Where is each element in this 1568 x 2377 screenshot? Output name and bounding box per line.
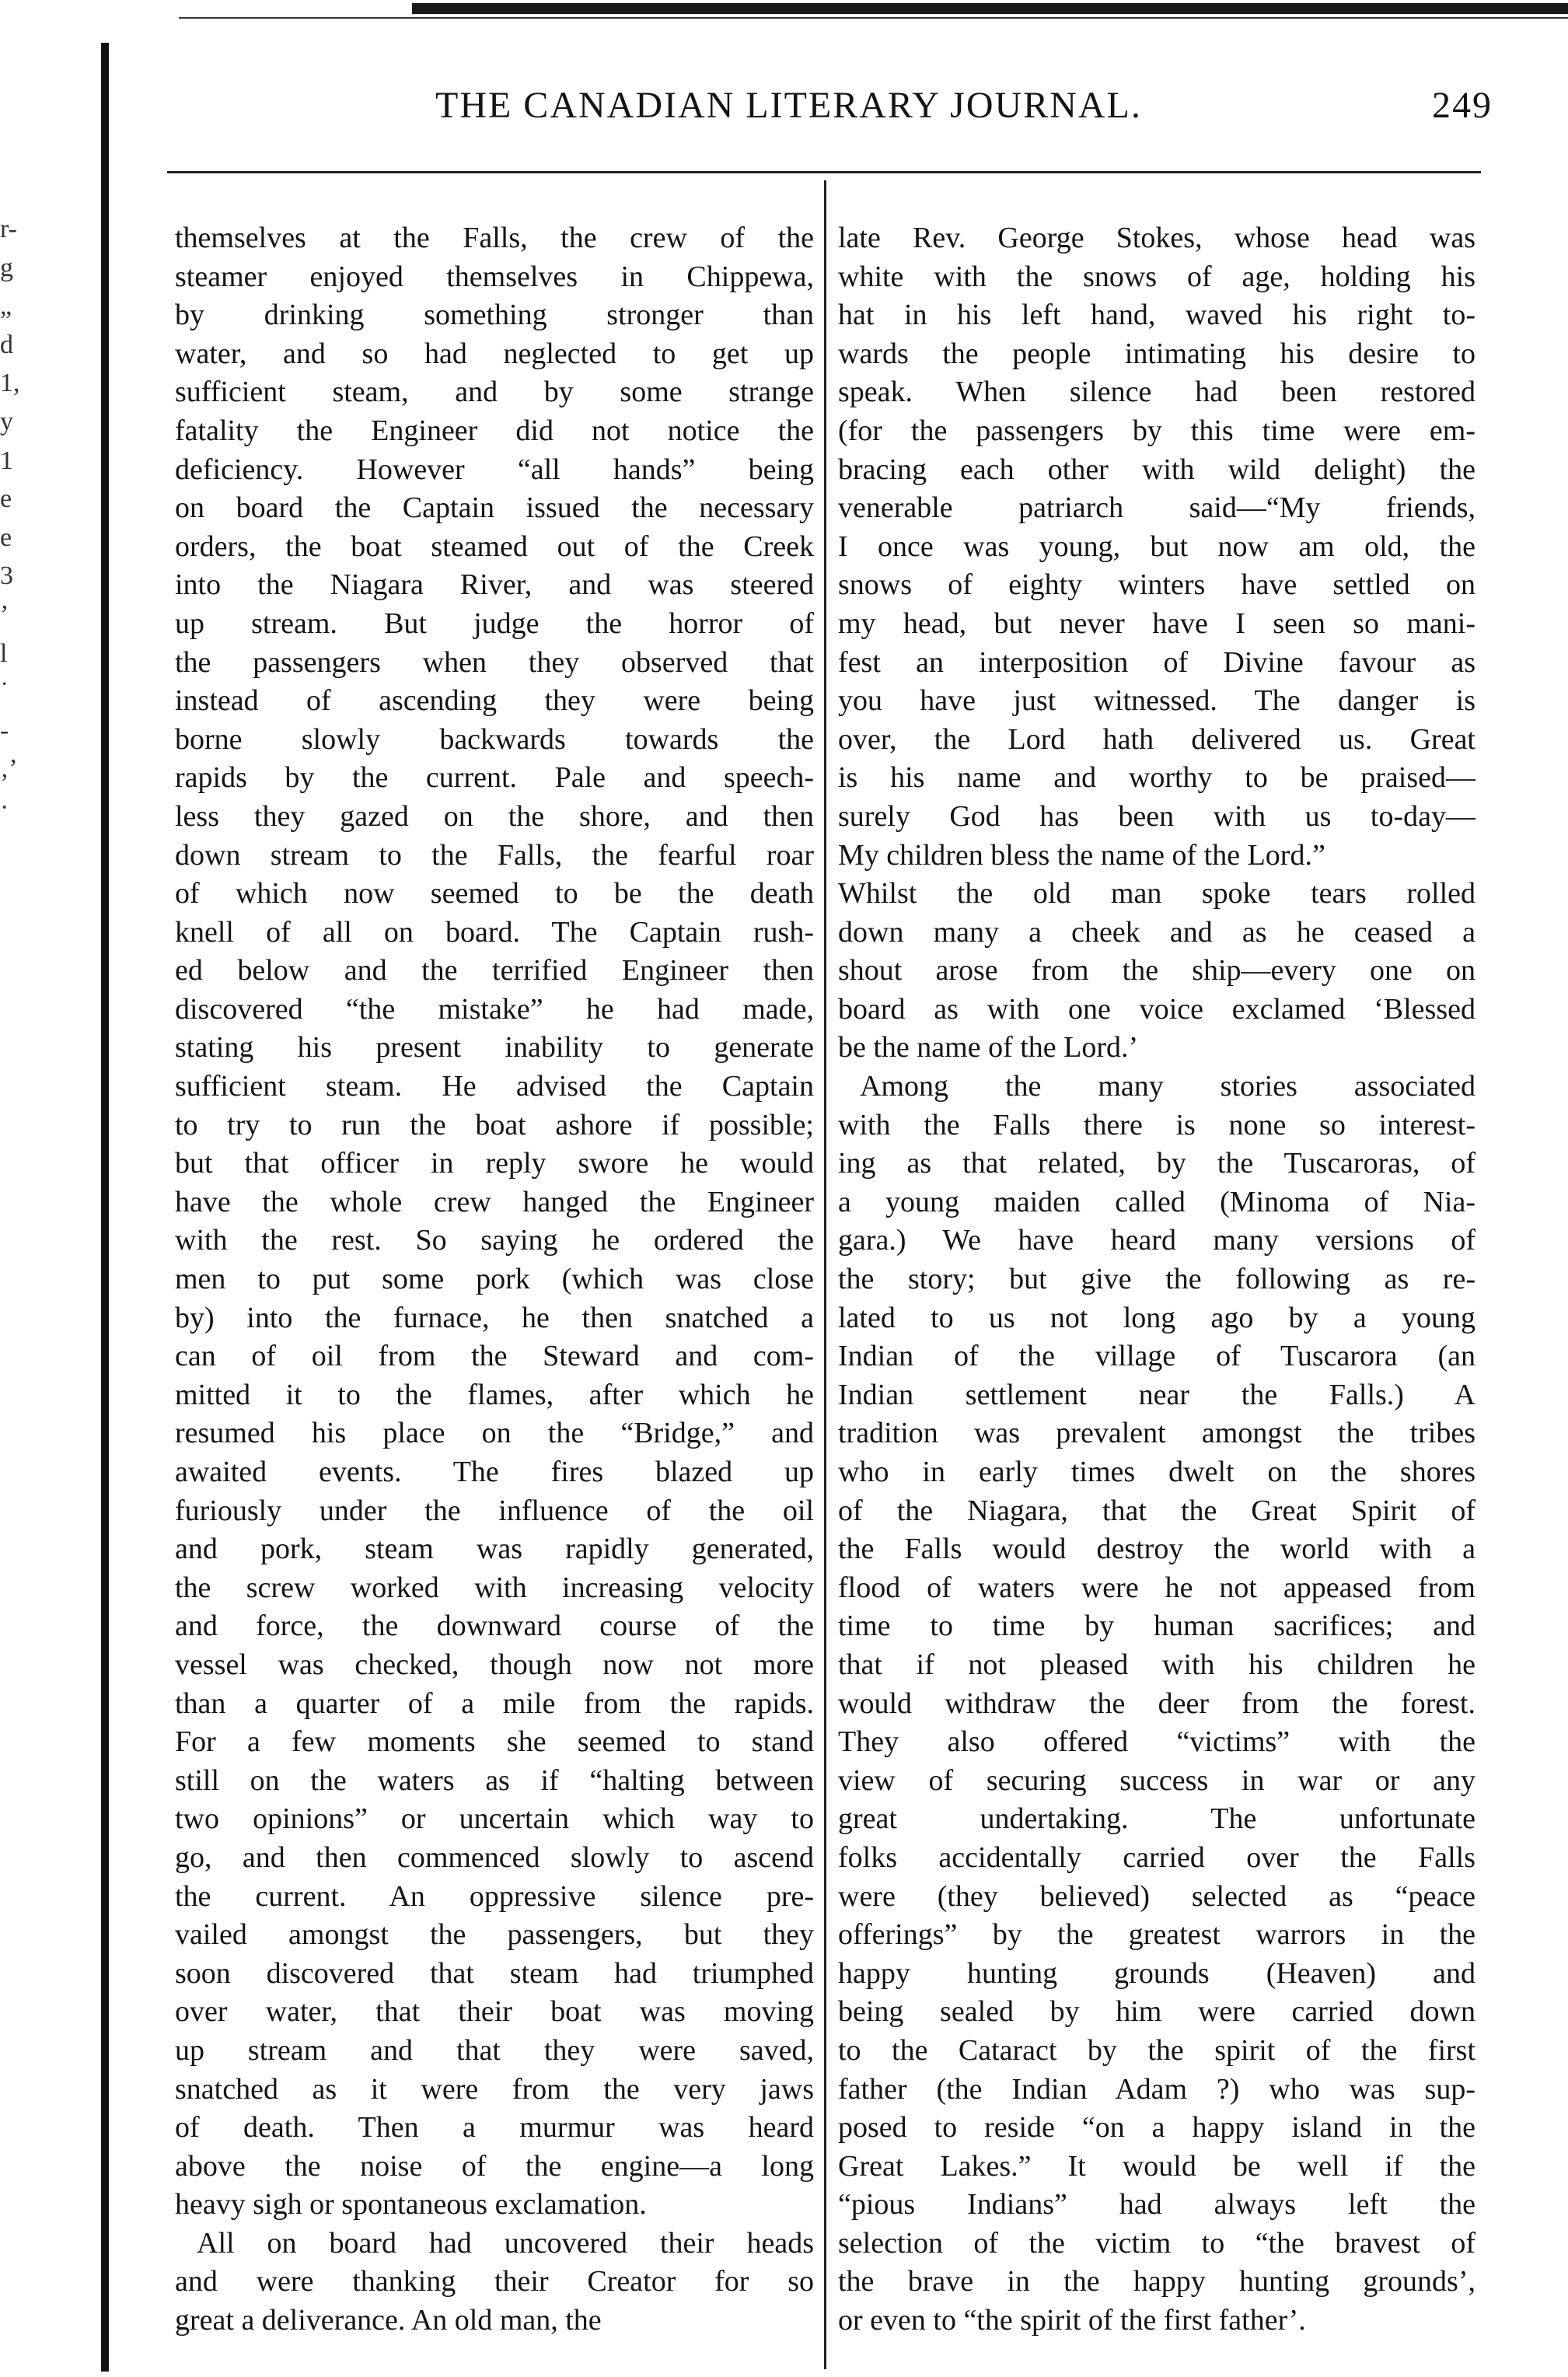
- text-line: above the noise of the engine—a long: [175, 2149, 814, 2183]
- text-line: board as with one voice exclamed ‘Blessed: [838, 992, 1475, 1026]
- text-line: stating his present inability to generate: [175, 1031, 814, 1064]
- text-line: by) into the furnace, he then snatched a: [175, 1301, 814, 1334]
- margin-fragment: y: [0, 407, 13, 436]
- text-line: great a deliverance. An old man, the: [175, 2304, 602, 2337]
- text-line: be the name of the Lord.’: [838, 1031, 1139, 1064]
- text-line: All on board had uncovered their heads: [197, 2226, 814, 2260]
- text-line: but that officer in reply swore he would: [175, 1147, 814, 1180]
- margin-fragment: 1,: [0, 369, 20, 398]
- margin-fragment: ‚’: [0, 754, 18, 784]
- text-line: of which now seemed to be the death: [175, 877, 814, 911]
- text-line: hat in his left hand, waved his right to-: [838, 299, 1475, 332]
- text-line: discovered “the mistake” he had made,: [175, 992, 814, 1026]
- text-line: “pious Indians” had always left the: [838, 2188, 1475, 2221]
- text-line: heavy sigh or spontaneous exclamation.: [175, 2188, 647, 2221]
- text-line: tradition was prevalent amongst the tribes: [838, 1417, 1475, 1450]
- text-line: is his name and worthy to be praised—: [838, 761, 1475, 795]
- text-line: Indian settlement near the Falls.) A: [838, 1378, 1475, 1411]
- text-line: venerable patriarch said—“My friends,: [838, 491, 1475, 525]
- text-line: sufficient steam, and by some strange: [175, 376, 814, 409]
- text-line: than a quarter of a mile from the rapids.: [175, 1687, 814, 1720]
- text-line: and force, the downward course of the: [175, 1610, 814, 1643]
- text-line: were (they believed) selected as “peace: [838, 1879, 1475, 1913]
- text-line: who in early times dwelt on the shores: [838, 1456, 1475, 1488]
- text-line: borne slowly backwards towards the: [175, 722, 814, 756]
- text-line: orders, the boat steamed out of the Creek: [175, 530, 814, 563]
- text-line: down stream to the Falls, the fearful roar: [175, 838, 814, 872]
- text-line: would withdraw the deer from the forest.: [838, 1687, 1475, 1720]
- text-line: the passengers when they observed that: [175, 645, 814, 679]
- text-line: fest an interposition of Divine favour as: [838, 645, 1475, 679]
- text-line: deficiency. However “all hands” being: [175, 453, 814, 486]
- margin-fragment: e: [0, 523, 12, 552]
- text-line: bracing each other with wild delight) the: [838, 453, 1475, 486]
- margin-fragment: d: [0, 330, 13, 359]
- text-line: instead of ascending they were being: [175, 684, 814, 718]
- margin-fragments: [0, 210, 26, 827]
- text-line: themselves at the Falls, the crew of the: [175, 222, 814, 254]
- text-line: to try to run the boat ashore if possible;: [175, 1108, 814, 1141]
- running-head: THE CANADIAN LITERARY JOURNAL.: [435, 85, 1142, 126]
- text-line: fatality the Engineer did not notice the: [175, 414, 814, 447]
- text-line: on board the Captain issued the necessary: [175, 491, 814, 525]
- text-line: sufficient steam. He advised the Captain: [175, 1070, 814, 1103]
- margin-fragment: r-: [0, 215, 17, 243]
- text-line: a young maiden called (Minoma of Nia-: [838, 1185, 1475, 1218]
- text-line: gara.) We have heard many versions of: [838, 1224, 1475, 1257]
- text-line: to the Cataract by the spirit of the first: [838, 2033, 1475, 2067]
- text-line: you have just witnessed. The danger is: [838, 684, 1475, 718]
- text-line: vailed amongst the passengers, but they: [175, 1918, 814, 1952]
- text-line: less they gazed on the shore, and then: [175, 799, 814, 833]
- text-line: down many a cheek and as he ceased a: [838, 915, 1475, 949]
- text-line: the story; but give the following as re-: [838, 1263, 1475, 1296]
- text-line: resumed his place on the “Bridge,” and: [175, 1417, 814, 1450]
- text-line: snows of eighty winters have settled on: [838, 568, 1475, 602]
- text-line: with the rest. So saying he ordered the: [175, 1224, 814, 1257]
- margin-fragment: l: [0, 638, 8, 668]
- page-number: 249: [1432, 85, 1493, 126]
- text-line: over, the Lord hath delivered us. Great: [838, 722, 1475, 756]
- text-line: Whilst the old man spoke tears rolled: [838, 877, 1475, 911]
- text-line: vessel was checked, though now not more: [175, 1648, 814, 1681]
- text-line: water, and so had neglected to get up: [175, 337, 814, 370]
- text-line: For a few moments she seemed to stand: [175, 1725, 814, 1759]
- top-thin-rule: [179, 17, 1568, 19]
- text-line: go, and then commenced slowly to ascend: [175, 1840, 814, 1874]
- text-line: shout arose from the ship—every one on: [838, 954, 1475, 988]
- text-line: folks accidentally carried over the Falls: [838, 1840, 1475, 1874]
- margin-fragment: e: [0, 484, 12, 514]
- margin-fragment: 3: [0, 561, 13, 591]
- text-line: white with the snows of age, holding his: [838, 260, 1475, 293]
- text-line: wards the people intimating his desire to: [838, 337, 1475, 370]
- text-line: can of oil from the Steward and com-: [175, 1340, 814, 1373]
- text-line: (for the passengers by this time were em-: [838, 414, 1475, 447]
- text-line: happy hunting grounds (Heaven) and: [838, 1956, 1475, 1990]
- text-line: the Falls would destroy the world with a: [838, 1533, 1475, 1566]
- text-line: furiously under the influence of the oil: [175, 1494, 814, 1527]
- margin-fragment: g: [0, 253, 13, 282]
- margin-fragment: ’: [0, 599, 9, 629]
- margin-fragment: ·: [0, 792, 9, 822]
- text-line: great undertaking. The unfortunate: [838, 1802, 1475, 1836]
- text-line: knell of all on board. The Captain rush-: [175, 915, 814, 949]
- header-rule: [167, 171, 1481, 173]
- margin-fragment: -: [0, 715, 9, 745]
- column-rule: [824, 180, 826, 2369]
- text-line: Great Lakes.” It would be well if the: [838, 2149, 1475, 2183]
- text-line: mitted it to the flames, after which he: [175, 1378, 814, 1411]
- binding-shadow: [101, 43, 109, 2372]
- text-line: with the Falls there is none so interest-: [838, 1108, 1475, 1141]
- text-line: lated to us not long ago by a young: [838, 1301, 1475, 1334]
- text-line: selection of the victim to “the bravest of: [838, 2226, 1475, 2260]
- text-line: men to put some pork (which was close: [175, 1263, 814, 1296]
- text-line: late Rev. George Stokes, whose head was: [838, 222, 1475, 254]
- text-line: awaited events. The fires blazed up: [175, 1456, 814, 1488]
- text-line: of death. Then a murmur was heard: [175, 2111, 814, 2145]
- text-line: view of securing success in war or any: [838, 1764, 1475, 1797]
- text-line: by drinking something stronger than: [175, 299, 814, 332]
- text-line: speak. When silence had been restored: [838, 376, 1475, 409]
- text-line: or even to “the spirit of the first father’.: [838, 2304, 1306, 2337]
- text-line: two opinions” or uncertain which way to: [175, 1802, 814, 1836]
- text-line: My children bless the name of the Lord.”: [838, 838, 1325, 872]
- text-line: still on the waters as if “halting between: [175, 1764, 814, 1797]
- text-line: of the Niagara, that the Great Spirit of: [838, 1494, 1475, 1527]
- text-line: my head, but never have I seen so mani-: [838, 606, 1475, 640]
- text-line: the brave in the happy hunting grounds’,: [838, 2265, 1475, 2298]
- text-line: ed below and the terrified Engineer then: [175, 954, 814, 988]
- page-header: [435, 84, 1493, 131]
- text-line: up stream. But judge the horror of: [175, 606, 814, 640]
- text-line: Indian of the village of Tuscarora (an: [838, 1340, 1475, 1373]
- text-line: father (the Indian Adam ?) who was sup-: [838, 2072, 1475, 2106]
- left-column: [175, 219, 814, 2340]
- text-line: surely God has been with us to-day—: [838, 799, 1475, 833]
- text-line: I once was young, but now am old, the: [838, 530, 1475, 563]
- text-line: over water, that their boat was moving: [175, 1995, 814, 2029]
- text-line: soon discovered that steam had triumphed: [175, 1956, 814, 1990]
- text-line: steamer enjoyed themselves in Chippewa,: [175, 260, 814, 293]
- text-line: and pork, steam was rapidly generated,: [175, 1533, 814, 1566]
- margin-fragment: 1: [0, 446, 13, 475]
- text-line: the screw worked with increasing velocity: [175, 1571, 814, 1604]
- text-line: the current. An oppressive silence pre-: [175, 1879, 814, 1913]
- text-line: posed to reside “on a happy island in the: [838, 2111, 1475, 2145]
- text-line: being sealed by him were carried down: [838, 1995, 1475, 2029]
- text-line: up stream and that they were saved,: [175, 2033, 814, 2067]
- text-line: snatched as it were from the very jaws: [175, 2072, 814, 2106]
- text-line: that if not pleased with his children he: [838, 1648, 1475, 1681]
- margin-fragment: ˙: [0, 677, 9, 707]
- top-rule: [412, 3, 1568, 14]
- text-line: rapids by the current. Pale and speech-: [175, 761, 814, 795]
- text-line: offerings” by the greatest warrors in the: [838, 1918, 1475, 1952]
- text-line: have the whole crew hanged the Engineer: [175, 1185, 814, 1218]
- text-line: ing as that related, by the Tuscaroras, of: [838, 1147, 1475, 1180]
- right-column: [838, 219, 1475, 2340]
- text-line: They also offered “victims” with the: [838, 1725, 1475, 1759]
- margin-fragment: „: [0, 292, 12, 321]
- text-line: flood of waters were he not appeased from: [838, 1571, 1475, 1604]
- text-line: Among the many stories associated: [860, 1070, 1475, 1103]
- text-line: time to time by human sacrifices; and: [838, 1610, 1475, 1643]
- text-line: into the Niagara River, and was steered: [175, 568, 814, 602]
- text-line: and were thanking their Creator for so: [175, 2265, 814, 2298]
